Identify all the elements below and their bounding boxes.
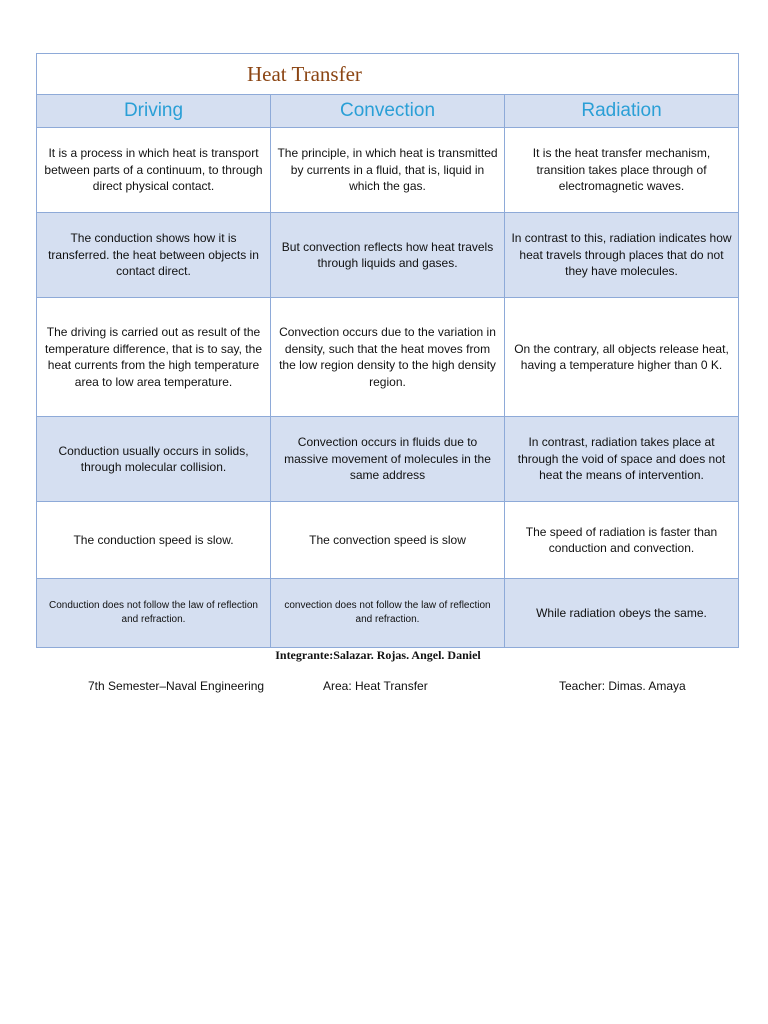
table-row (37, 417, 739, 502)
cell-convection-2: But convection reflects how heat travels through liquids and gases. (271, 213, 505, 298)
table-row (37, 579, 739, 648)
table-row (37, 128, 739, 213)
table-row (37, 502, 739, 579)
header-convection: Convection (271, 95, 505, 128)
table-row (37, 213, 739, 298)
cell-radiation-3: On the contrary, all objects release heat, having a temperature higher than 0 K. (505, 298, 739, 417)
header-radiation: Radiation (505, 95, 739, 128)
cell-convection-3: Convection occurs due to the variation in density, such that the heat moves from the low region density to the high density region. (271, 298, 505, 417)
cell-radiation-1: It is the heat transfer mechanism, transition takes place through of electromagnetic waves. (505, 128, 739, 213)
cell-driving-5: The conduction speed is slow. (37, 502, 271, 579)
member-name-text: Integrante:Salazar. Rojas. Angel. Daniel (275, 648, 481, 662)
cell-driving-2: The conduction shows how it is transferred. the heat between objects in contact direct. (37, 213, 271, 298)
cell-convection-1: The principle, in which heat is transmitted by currents in a fluid, that is, liquid in which the gas. (271, 128, 505, 213)
area-label: Area: Heat Transfer (323, 679, 428, 693)
header-driving: Driving (37, 95, 271, 128)
cell-convection-5: The convection speed is slow (271, 502, 505, 579)
member-name (0, 648, 768, 663)
cell-radiation-5: The speed of radiation is faster than conduction and convection. (505, 502, 739, 579)
cell-radiation-6: While radiation obeys the same. (505, 579, 739, 648)
cell-radiation-2: In contrast to this, radiation indicates how heat travels through places that do not they have molecules. (505, 213, 739, 298)
semester-label: 7th Semester–Naval Engineering (88, 679, 265, 693)
cell-convection-6: convection does not follow the law of reflection and refraction. (271, 579, 505, 648)
cell-radiation-4: In contrast, radiation takes place at through the void of space and does not heat the means of intervention. (505, 417, 739, 502)
cell-convection-4: Convection occurs in fluids due to massive movement of molecules in the same address (271, 417, 505, 502)
heat-transfer-table (36, 53, 739, 648)
table-title: Heat Transfer (37, 54, 739, 95)
cell-driving-4: Conduction usually occurs in solids, through molecular collision. (37, 417, 271, 502)
cell-driving-1: It is a process in which heat is transport between parts of a continuum, to through direct physical contact. (37, 128, 271, 213)
cell-driving-6: Conduction does not follow the law of reflection and refraction. (37, 579, 271, 648)
teacher-label: Teacher: Dimas. Amaya (559, 679, 686, 693)
cell-driving-3: The driving is carried out as result of the temperature difference, that is to say, the heat currents from the high temperature area to low area temperature. (37, 298, 271, 417)
table-row (37, 298, 739, 417)
